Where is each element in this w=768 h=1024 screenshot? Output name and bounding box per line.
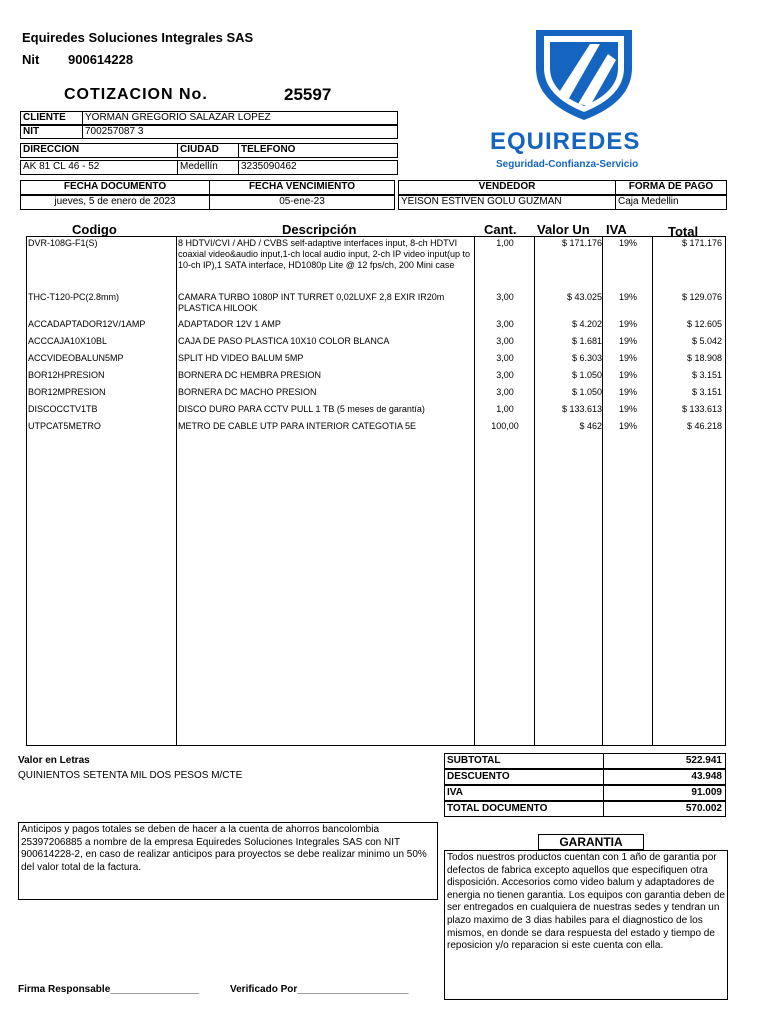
firma-responsable: Firma Responsable________________ bbox=[18, 984, 200, 995]
company-name: Equiredes Soluciones Integrales SAS bbox=[22, 30, 254, 45]
col-divider bbox=[652, 236, 653, 746]
letters-label: Valor en Letras bbox=[18, 755, 90, 766]
subtotal-value: 522.941 bbox=[685, 755, 722, 766]
row-descripcion: SPLIT HD VIDEO BALUM 5MP bbox=[178, 353, 304, 363]
row-descripcion: CAJA DE PASO PLASTICA 10X10 COLOR BLANCA bbox=[178, 336, 390, 346]
row-total: $ 3.151 bbox=[691, 370, 722, 380]
iva-label: IVA bbox=[447, 787, 463, 798]
row-valor: $ 171.176 bbox=[561, 238, 602, 248]
col-divider bbox=[474, 236, 475, 746]
row-codigo: THC-T120-PC(2.8mm) bbox=[28, 292, 120, 302]
iva-row bbox=[444, 785, 726, 801]
row-codigo: BOR12HPRESION bbox=[28, 370, 105, 380]
quote-title: COTIZACION No. bbox=[64, 86, 208, 103]
col-divider bbox=[602, 236, 603, 746]
cliente-value: YORMAN GREGORIO SALAZAR LOPEZ bbox=[82, 111, 398, 125]
ciudad-label: CIUDAD bbox=[177, 143, 239, 158]
direccion-label: DIRECCION bbox=[20, 143, 178, 158]
row-valor: $ 133.613 bbox=[561, 404, 602, 414]
row-iva: 19% bbox=[618, 336, 637, 346]
cliente-label: CLIENTE bbox=[20, 111, 83, 125]
descuento-value: 43.948 bbox=[691, 771, 722, 782]
row-codigo: ACCCAJA10X10BL bbox=[28, 336, 108, 346]
row-descripcion: DISCO DURO PARA CCTV PULL 1 TB (5 meses de garantía) bbox=[178, 404, 425, 414]
col-divider bbox=[534, 236, 535, 746]
row-descripcion: 8 HDTVI/CVI / AHD / CVBS self-adaptive interfaces input, 8-ch HDTVI coaxial video&audio input,1-ch local audio input, 2-ch IP video input(up to 10-ch IP),1 SATA interface, HD1080p Lite @ 12 fps/ch, 200 Mini case bbox=[178, 238, 471, 270]
payment-note: Anticipos y pagos totales se deben de hacer a la cuenta de ahorros bancolombia 25397206885 a nombre de la empresa Equiredes Soluciones Integrales SAS con NIT 900614228-2, en caso de realizar anticipos para proyectos se debe realizar minimo un 50% del valor total de la factura. bbox=[18, 822, 438, 900]
row-codigo: ACCVIDEOBALUN5MP bbox=[28, 353, 124, 363]
telefono-label: TELEFONO bbox=[238, 143, 398, 158]
row-descripcion: CAMARA TURBO 1080P INT TURRET 0,02LUXF 2,8 EXIR IR20m PLASTICA HILOOK bbox=[178, 292, 445, 313]
row-iva: 19% bbox=[618, 292, 637, 302]
row-total: $ 133.613 bbox=[681, 404, 722, 414]
descuento-label: DESCUENTO bbox=[447, 771, 510, 782]
fecha-venc-label: FECHA VENCIMIENTO bbox=[209, 180, 395, 195]
row-valor: $ 1.681 bbox=[571, 336, 602, 346]
row-valor: $ 462 bbox=[579, 421, 602, 431]
fecha-doc-label: FECHA DOCUMENTO bbox=[20, 180, 210, 195]
col-divider bbox=[176, 236, 177, 746]
company-nit-value: 900614228 bbox=[68, 52, 134, 67]
row-valor: $ 43.025 bbox=[566, 292, 602, 302]
row-codigo: UTPCAT5METRO bbox=[28, 421, 101, 431]
row-total: $ 12.605 bbox=[686, 319, 722, 329]
row-valor: $ 4.202 bbox=[571, 319, 602, 329]
row-cant: 3,00 bbox=[496, 336, 514, 346]
header-cant: Cant. bbox=[484, 222, 517, 237]
row-valor: $ 1.050 bbox=[571, 387, 602, 397]
row-iva: 19% bbox=[618, 387, 637, 397]
warranty-title: GARANTIA bbox=[538, 834, 644, 850]
row-codigo: ACCADAPTADOR12V/1AMP bbox=[28, 319, 146, 329]
warranty-text: Todos nuestros productos cuentan con 1 año de garantia por defectos de fabrica excepto aquellos que especifiquen otra disposición. Accesorios como video balum y adaptadores de energia no tienen garantia. Los equipos con garantia deben de ser entregados en cualquiera de nuestras sedes y tendran un plazo maximo de 3 dias habiles para el diagnostico de los mismos, en donde se dara respuesta del estado y tiempo de reposicion y/o reparacion si este cuenta con ella. bbox=[444, 850, 728, 1000]
subtotal-label: SUBTOTAL bbox=[447, 755, 501, 766]
row-iva: 19% bbox=[618, 370, 637, 380]
ciudad-value: Medellín bbox=[177, 160, 239, 175]
row-valor: $ 1.050 bbox=[571, 370, 602, 380]
logo-brand: EQUIREDES bbox=[490, 128, 641, 155]
company-logo bbox=[528, 24, 640, 124]
fecha-doc-value: jueves, 5 de enero de 2023 bbox=[20, 195, 210, 210]
row-iva: 19% bbox=[618, 238, 637, 248]
vendedor-value: YEISON ESTIVEN GOLU GUZMAN bbox=[398, 195, 616, 210]
descuento-row bbox=[444, 769, 726, 785]
row-total: $ 171.176 bbox=[681, 238, 722, 248]
letters-value: QUINIENTOS SETENTA MIL DOS PESOS M/CTE bbox=[18, 770, 243, 781]
fecha-venc-value: 05-ene-23 bbox=[209, 195, 395, 210]
row-total: $ 3.151 bbox=[691, 387, 722, 397]
row-cant: 3,00 bbox=[496, 387, 514, 397]
row-cant: 3,00 bbox=[496, 353, 514, 363]
iva-value: 91.009 bbox=[691, 787, 722, 798]
row-total: $ 46.218 bbox=[686, 421, 722, 431]
row-total: $ 129.076 bbox=[681, 292, 722, 302]
row-total: $ 5.042 bbox=[691, 336, 722, 346]
row-cant: 3,00 bbox=[496, 292, 514, 302]
row-valor: $ 6.303 bbox=[571, 353, 602, 363]
total-value: 570.002 bbox=[685, 803, 722, 814]
row-cant: 100,00 bbox=[491, 421, 519, 431]
subtotal-row bbox=[444, 753, 726, 769]
row-cant: 1,00 bbox=[496, 404, 514, 414]
row-codigo: DISCOCCTV1TB bbox=[28, 404, 98, 414]
header-codigo: Codigo bbox=[72, 222, 117, 237]
nit-label: NIT bbox=[20, 125, 83, 139]
row-cant: 3,00 bbox=[496, 319, 514, 329]
shield-logo-icon bbox=[528, 24, 640, 124]
row-descripcion: BORNERA DC MACHO PRESION bbox=[178, 387, 317, 397]
row-total: $ 18.908 bbox=[686, 353, 722, 363]
quote-number: 25597 bbox=[284, 85, 332, 104]
header-valor: Valor Un bbox=[537, 222, 590, 237]
row-descripcion: ADAPTADOR 12V 1 AMP bbox=[178, 319, 281, 329]
telefono-value: 3235090462 bbox=[238, 160, 398, 175]
row-codigo: DVR-108G-F1(S) bbox=[28, 238, 98, 248]
header-iva: IVA bbox=[606, 222, 627, 237]
row-iva: 19% bbox=[618, 404, 637, 414]
verificado-por: Verificado Por____________________ bbox=[230, 984, 409, 995]
nit-value: 700257087 3 bbox=[82, 125, 398, 139]
forma-pago-value: Caja Medellin bbox=[615, 195, 727, 210]
header-total: Total bbox=[668, 224, 699, 239]
row-iva: 19% bbox=[618, 319, 637, 329]
row-descripcion: METRO DE CABLE UTP PARA INTERIOR CATEGOTIA 5E bbox=[178, 421, 417, 431]
company-nit-label: Nit bbox=[22, 52, 40, 67]
row-cant: 3,00 bbox=[496, 370, 514, 380]
forma-pago-label: FORMA DE PAGO bbox=[615, 180, 727, 195]
total-label: TOTAL DOCUMENTO bbox=[447, 803, 548, 814]
header-descripcion: Descripción bbox=[282, 222, 357, 237]
row-cant: 1,00 bbox=[496, 238, 514, 248]
logo-tagline: Seguridad-Confianza-Servicio bbox=[496, 159, 639, 170]
row-iva: 19% bbox=[618, 353, 637, 363]
total-row bbox=[444, 801, 726, 817]
vendedor-label: VENDEDOR bbox=[398, 180, 616, 195]
row-descripcion: BORNERA DC HEMBRA PRESION bbox=[178, 370, 322, 380]
direccion-value: AK 81 CL 46 - 52 bbox=[20, 160, 178, 175]
row-codigo: BOR12MPRESION bbox=[28, 387, 106, 397]
row-iva: 19% bbox=[618, 421, 637, 431]
